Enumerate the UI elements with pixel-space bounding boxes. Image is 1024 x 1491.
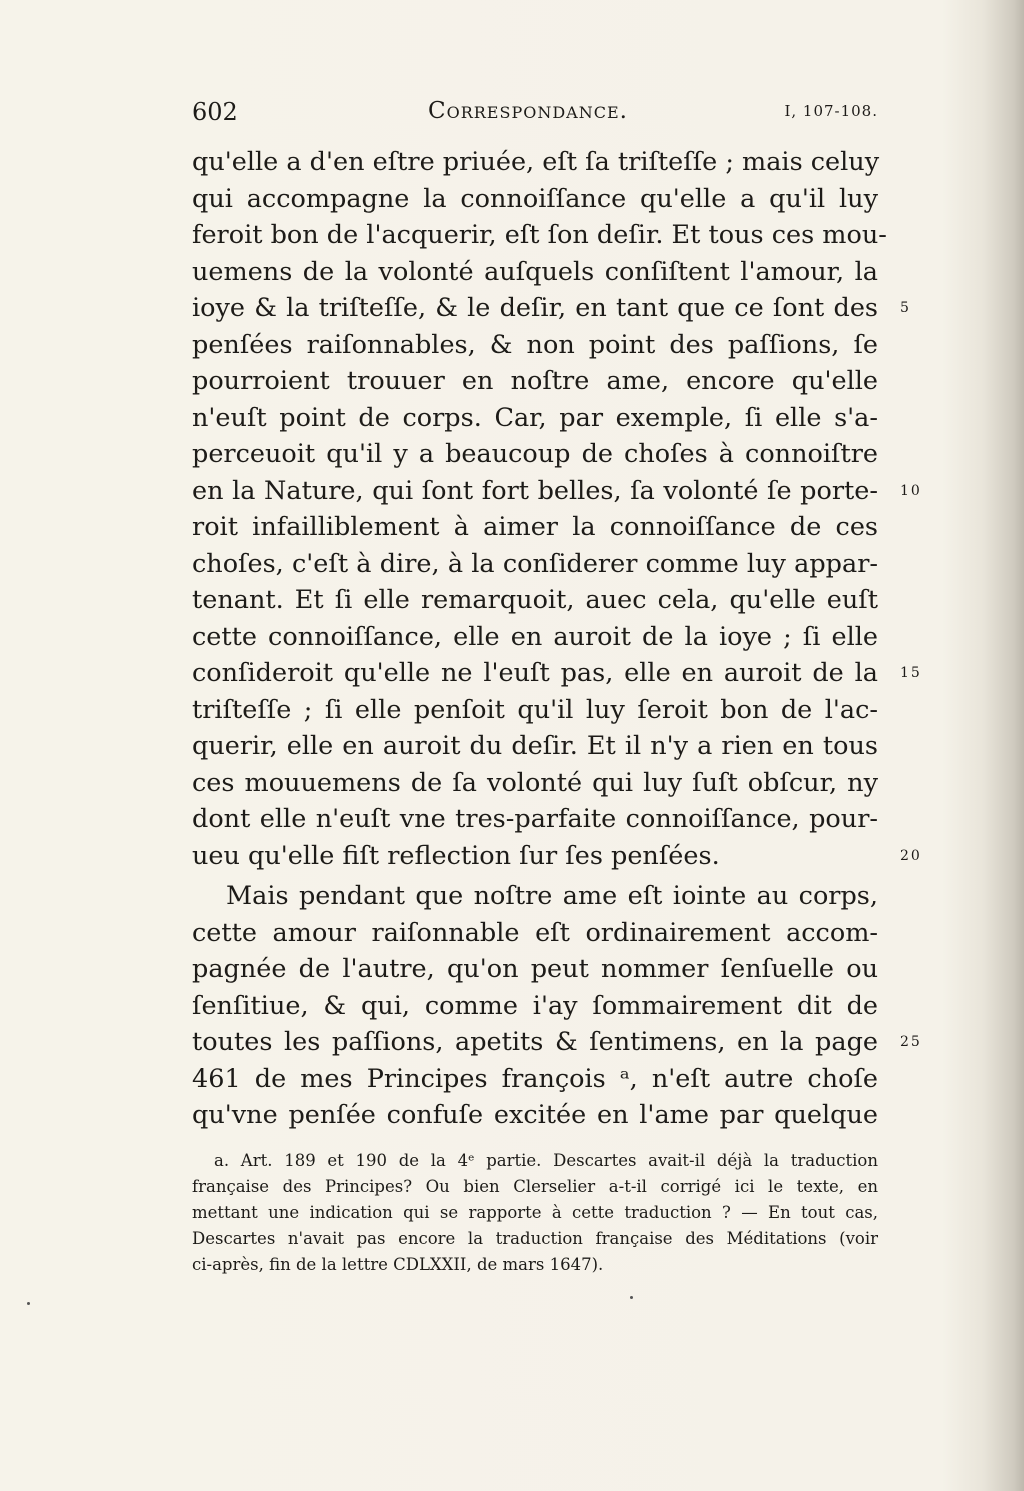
line-number: 15 [900,665,922,681]
text-line [192,217,887,254]
text-line [192,254,878,291]
line-text: querir, elle en auroit du deſir. Et il n'y a rien en tous [192,731,878,761]
line-text: toutes les paſſions, apetits & ſentimens, en la page [192,1027,878,1057]
running-title: Correspondance. [428,98,628,124]
text-line [192,1061,878,1098]
line-text: pagnée de l'autre, qu'on peut nommer ſenſuelle ou [192,954,878,984]
line-text: triſteſſe ; ſi elle penſoit qu'il luy ſeroit bon de l'ac- [192,694,878,725]
paragraph [192,878,922,1134]
volume-reference: I, 107-108. [784,102,878,120]
line-text: Mais pendant que noſtre ame eſt iointe au corps, [226,881,878,911]
line-text: ſenſitiue, & qui, comme i'ay ſommairement dit de [192,990,878,1021]
line-text: 461 de mes Principes françois ᵃ, n'eſt autre choſe [192,1063,878,1094]
footnote-line: ci-après, fin de la lettre CDLXXII, de mars 1647). [192,1255,604,1274]
text-line [192,546,878,583]
text-line [192,363,878,400]
footnote-line: a. Art. 189 et 190 de la 4ᵉ partie. Descartes avait-il déjà la traduction [214,1151,878,1170]
text-line [192,838,922,875]
line-text: roit infailliblement à aimer la connoiſſance de ces [192,512,878,542]
print-speck [630,1296,633,1299]
line-text: cette connoiſſance, elle en auroit de la ioye ; ſi elle [192,621,878,652]
text-line [192,290,911,327]
footnote-line: mettant une indication qui se rapporte à cette traduction ? — En tout cas, [192,1203,878,1222]
text-line [192,728,878,765]
text-line [192,988,878,1025]
line-text: ueu qu'elle fiſt reflection ſur ſes penſées. [192,840,720,871]
line-text: penſées raiſonnables, & non point des paſſions, ſe [192,329,878,360]
text-line [192,1024,922,1061]
paragraph [192,144,922,874]
text-line [192,878,878,915]
text-line [192,473,922,510]
line-text: feroit bon de l'acquerir, eſt ſon deſir. Et tous ces mou- [192,220,887,250]
line-number: 25 [900,1034,922,1050]
line-number: 5 [900,300,911,316]
line-number: 10 [900,482,922,499]
text-line [192,144,878,181]
running-header [192,98,878,134]
line-text: choſes, c'eſt à dire, à la conſiderer comme luy appar- [192,548,878,579]
line-number: 20 [900,847,922,864]
line-text: qui accompagne la connoiſſance qu'elle a qu'il luy [192,183,878,214]
text-line [192,509,878,546]
text-line [192,765,878,802]
text-line [192,327,878,364]
footnote-line: française des Principes? Ou bien Clerselier a-t-il corrigé ici le texte, en [192,1177,878,1196]
text-line [192,582,878,619]
text-line [192,436,878,473]
text-line [192,181,878,218]
text-line [192,951,878,988]
line-text: cette amour raiſonnable eſt ordinairement accom- [192,917,878,948]
line-text: qu'vne penſée confuſe excitée en l'ame par quelque [192,1100,878,1130]
line-text: n'euſt point de corps. Car, par exemple, ſi elle s'a- [192,402,878,433]
line-text: qu'elle a d'en eſtre priuée, eſt ſa triſteſſe ; mais celuy [192,147,880,177]
print-speck [27,1302,30,1305]
text-line [192,655,922,692]
text-line [192,801,878,838]
text-line [192,1097,878,1134]
text-line [192,400,878,437]
line-text: pourroient trouuer en noſtre ame, encore qu'elle [192,366,878,396]
page-number: 602 [192,98,238,126]
text-line [192,619,878,656]
text-line [192,692,878,729]
line-text: tenant. Et ſi elle remarquoit, auec cela, qu'elle euſt [192,585,878,615]
main-text [192,144,922,1134]
line-text: conſideroit qu'elle ne l'euſt pas, elle en auroit de la [192,658,878,688]
line-text: ioye & la triſteſſe, & le deſir, en tant que ce ſont des [192,293,878,323]
footnote-line: Descartes n'avait pas encore la traduction française des Méditations (voir [192,1229,878,1248]
line-text: dont elle n'euſt vne tres-parfaite connoiſſance, pour- [192,804,878,834]
line-text: perceuoit qu'il y a beaucoup de choſes à connoiſtre [192,439,878,469]
line-text: ces mouuemens de ſa volonté qui luy ſuſt obſcur, ny [192,767,878,798]
text-line [192,915,878,952]
line-text: uemens de la volonté auſquels conſiſtent l'amour, la [192,256,878,287]
footnotes [192,1148,878,1278]
line-text: en la Nature, qui ſont fort belles, ſa volonté ſe porte- [192,475,878,506]
